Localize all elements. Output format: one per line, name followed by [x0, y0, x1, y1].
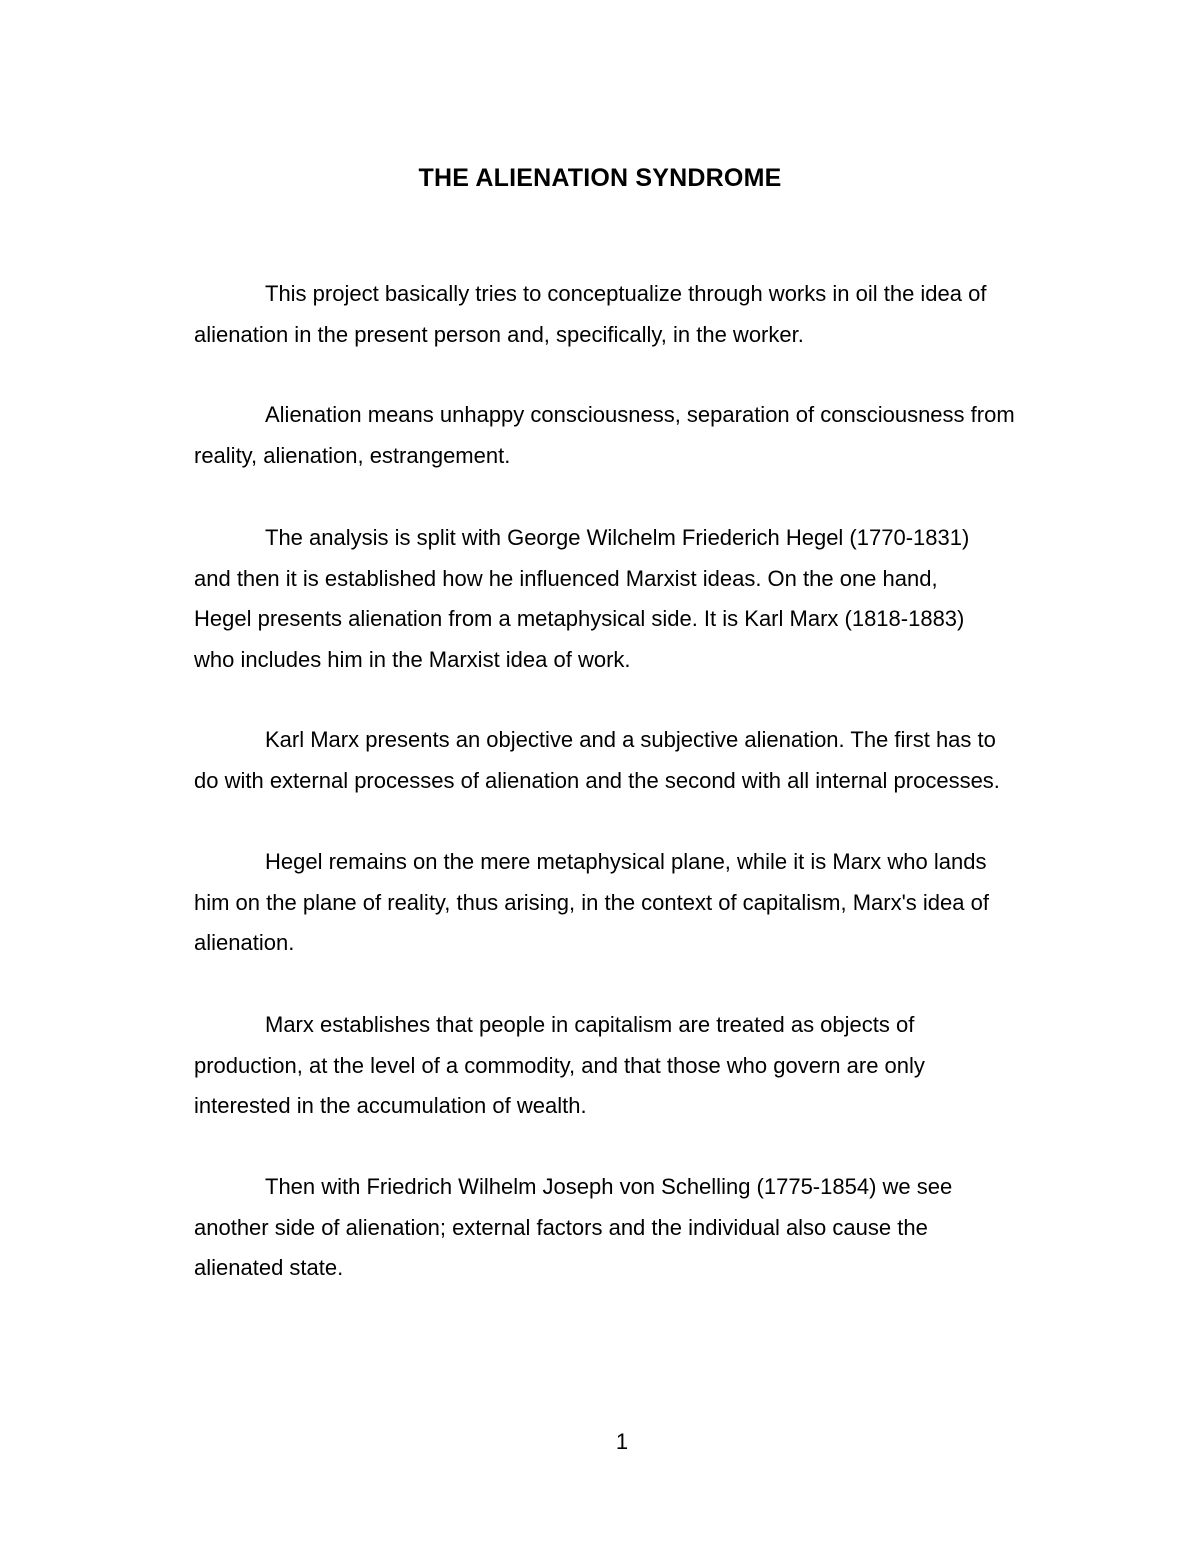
paragraph-line: Hegel presents alienation from a metaphysical side. It is Karl Marx (1818-1883) [194, 606, 965, 632]
paragraph-line: Marx establishes that people in capitalism are treated as objects of [265, 1012, 915, 1037]
document-title: THE ALIENATION SYNDROME [418, 164, 782, 192]
paragraph-line: who includes him in the Marxist idea of work. [194, 646, 631, 672]
paragraph-line: Alienation means unhappy consciousness, separation of consciousness from [265, 402, 1015, 427]
paragraph-line: Hegel remains on the mere metaphysical plane, while it is Marx who lands [265, 849, 987, 874]
paragraph-line: another side of alienation; external factors and the individual also cause the [194, 1214, 928, 1240]
paragraph-7 [194, 1167, 952, 1289]
paragraph-line: The analysis is split with George Wilchelm Friederich Hegel (1770-1831) [265, 525, 970, 550]
paragraph-6 [194, 1005, 925, 1127]
paragraph-line: production, at the level of a commodity, and that those who govern are only [194, 1052, 925, 1078]
paragraph-5 [194, 842, 989, 964]
paragraph-line: This project basically tries to conceptualize through works in oil the idea of [265, 281, 987, 306]
paragraph-2 [194, 395, 1015, 476]
page-number: 1 [615, 1429, 629, 1454]
paragraph-line: Then with Friedrich Wilhelm Joseph von Schelling (1775-1854) we see [265, 1174, 953, 1199]
paragraph-3 [194, 518, 969, 680]
paragraph-line: alienation in the present person and, specifically, in the worker. [194, 321, 804, 347]
paragraph-line: him on the plane of reality, thus arising, in the context of capitalism, Marx's idea of [194, 889, 989, 915]
paragraph-4 [194, 720, 1000, 801]
paragraph-line: reality, alienation, estrangement. [194, 442, 511, 468]
paragraph-line: Karl Marx presents an objective and a subjective alienation. The first has to [265, 727, 996, 752]
paragraph-line: alienated state. [194, 1255, 344, 1281]
paragraph-line: do with external processes of alienation and the second with all internal processes. [194, 767, 1000, 793]
paragraph-line: interested in the accumulation of wealth. [194, 1093, 587, 1119]
paragraph-line: alienation. [194, 930, 295, 956]
paragraph-line: and then it is established how he influenced Marxist ideas. On the one hand, [194, 565, 938, 591]
paragraph-1 [194, 274, 986, 355]
